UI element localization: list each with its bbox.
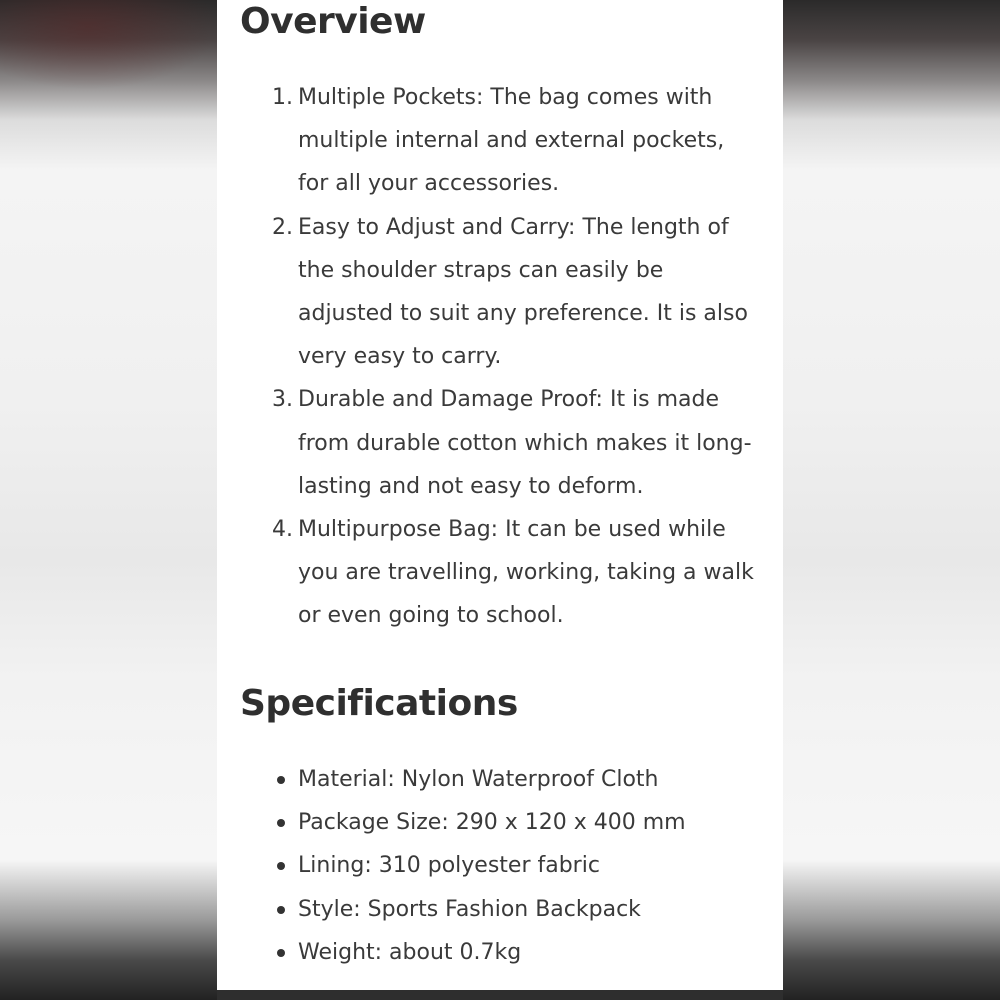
- list-number: 1.: [272, 85, 293, 110]
- list-item: [240, 76, 760, 206]
- bullet-icon: [277, 949, 285, 957]
- specifications-list: [240, 758, 760, 974]
- product-description-panel: [217, 0, 783, 990]
- list-item: [240, 378, 760, 508]
- list-item-text: Durable and Damage Proof: It is made from durable cotton which makes it long-lasting and not easy to deform.: [298, 387, 752, 499]
- bottom-edge-bar: [217, 990, 783, 1000]
- spec-item: [240, 801, 760, 844]
- overview-list: [240, 76, 760, 638]
- list-number: 3.: [272, 387, 293, 413]
- spec-item: [240, 844, 760, 887]
- spec-item: [240, 758, 760, 801]
- list-item-text: Multiple Pockets: The bag comes with multiple internal and external pockets, for all your accessories.: [298, 85, 725, 197]
- list-number: 4.: [272, 517, 293, 543]
- spec-item: [240, 888, 760, 931]
- list-item: [240, 508, 760, 638]
- spec-item-text: Weight: about 0.7kg: [298, 939, 522, 965]
- spec-item: [240, 931, 760, 974]
- bullet-icon: [277, 906, 285, 914]
- spec-item-text: Style: Sports Fashion Backpack: [298, 896, 641, 922]
- spec-item-text: Lining: 310 polyester fabric: [298, 853, 600, 879]
- bullet-icon: [277, 776, 285, 784]
- spec-item-text: Package Size: 290 x 120 x 400 mm: [298, 810, 686, 836]
- list-number: 2.: [272, 214, 293, 240]
- bullet-icon: [277, 862, 285, 870]
- specifications-heading: Specifications: [240, 683, 518, 724]
- spec-item-text: Material: Nylon Waterproof Cloth: [298, 767, 659, 792]
- bullet-icon: [277, 819, 285, 827]
- list-item-text: Easy to Adjust and Carry: The length of the shoulder straps can easily be adjusted to suit any preference. It is also very easy to carry.: [298, 214, 748, 370]
- list-item-text: Multipurpose Bag: It can be used while you are travelling, working, taking a walk or even going to school.: [298, 517, 754, 629]
- overview-heading: Overview: [240, 1, 426, 42]
- list-item: [240, 206, 760, 379]
